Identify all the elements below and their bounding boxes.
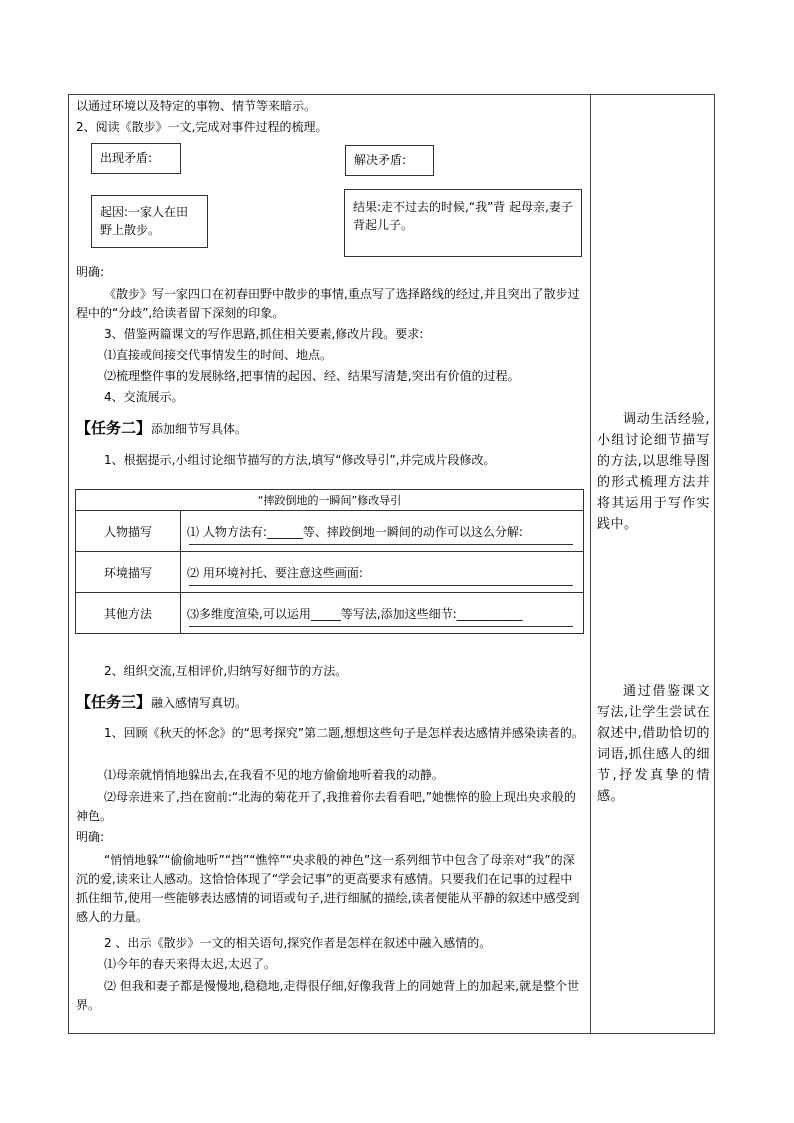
- row-text: ⑴ 人物方法有:______等、摔跤倒地一瞬间的动作可以这么分解:: [187, 524, 523, 539]
- row-text: ⑵ 用环境衬托、要注意这些画面:: [187, 565, 363, 580]
- conflict-box: 出现矛盾:: [91, 143, 181, 174]
- clarify-paragraph-1: 《散步》写一家四口在初春田野中散步的事情,重点写了选择路线的经过,并且突出了散步过程中的“分歧”,给读者留下深刻的印象。: [76, 287, 580, 320]
- row-label: 其他方法: [76, 593, 181, 634]
- table-row: [76, 511, 584, 552]
- resolve-box: 解决矛盾:: [345, 145, 434, 176]
- task2-title: 【任务二】: [76, 419, 152, 437]
- result-box: 结果:走不过去的时候,“我”背 起母亲,妻子背起儿子。: [344, 189, 582, 257]
- question-4: 4、交流展示。: [104, 390, 184, 404]
- column-divider: [590, 94, 591, 1034]
- fill-line: [189, 544, 573, 545]
- row-label: 人物描写: [76, 511, 181, 552]
- task3-heading: [76, 692, 247, 713]
- design-note-1: 调动生活经验,小组讨论细节描写的方法,以思维导图的形式梳理方法并将其运用于写作实践中。: [597, 412, 710, 532]
- design-note-2: 通过借鉴课文写法,让学生尝试在叙述中,借助恰切的词语,抓住感人的细节,抒发真挚的情感。: [597, 684, 710, 804]
- question-3: 3、借鉴两篇课文的写作思路,抓住相关要素,修改片段。要求:: [104, 327, 424, 341]
- row-content: [181, 511, 584, 552]
- requirement-2: ⑵梳理整件事的发展脉络,把事情的起因、经、结果写清楚,突出有价值的过程。: [104, 369, 520, 383]
- sentence-3: ⑴今年的春天来得太迟,太迟了。: [104, 957, 276, 971]
- sentence-2: ⑵母亲进来了,挡在窗前:“北海的菊花开了,我推着你去看看吧,”她憔悴的脸上现出央求般的神色。: [76, 790, 576, 823]
- question-2: 2、阅读《散步》一文,完成对事件过程的梳理。: [76, 120, 328, 134]
- task2-subtitle: 添加细节写具体。: [151, 422, 248, 436]
- task2-question-1: 1、根据提示,小组讨论细节描写的方法,填写“修改导引”,并完成片段修改。: [104, 453, 496, 467]
- table-caption: “摔跤倒地的一瞬间”修改导引: [76, 490, 584, 511]
- clarify-label-2: 明确:: [76, 830, 105, 844]
- fill-line: [189, 585, 573, 586]
- task3-question-2: 2 、出示《散步》一文的相关语句,探究作者是怎样在叙述中融入感情的。: [104, 936, 492, 950]
- task2-heading: [76, 418, 247, 439]
- row-content: [181, 593, 584, 634]
- sentence-4: ⑵ 但我和妻子都是慢慢地,稳稳地,走得很仔细,好像我背上的同她背上的加起来,就是整个世界。: [76, 979, 580, 1012]
- clarify-paragraph-2: “悄悄地躲”“偷偷地听”“挡”“憔悴”“央求般的神色”这一系列细节中包含了母亲对“我”的深沉的爱,读来让人感动。这恰恰体现了“学会记事”的更高要求有感情。只要我们在记事的过程中抓住细节,使用一些能够表达感情的词语或句子,进行细腻的描绘,读者便能从平静的叙述中感受到感人的力量。: [76, 853, 580, 924]
- table-row: [76, 552, 584, 593]
- sentence-1: ⑴母亲就悄悄地躲出去,在我看不见的地方偷偷地听着我的动静。: [104, 768, 444, 782]
- task3-title: 【任务三】: [76, 693, 152, 711]
- cause-box: 起因:一家人在田野上散步。: [91, 195, 208, 248]
- table-row: [76, 593, 584, 634]
- requirement-1: ⑴直接或间接交代事情发生的时间、地点。: [104, 348, 333, 362]
- intro-line: 以通过环境以及特定的事物、情节等来暗示。: [76, 99, 317, 113]
- row-text: ⑶多维度渲染,可以运用_____等写法,添加这些细节:___________: [187, 606, 523, 621]
- fill-line: [189, 626, 573, 627]
- task3-subtitle: 融入感情写真切。: [151, 696, 248, 710]
- row-content: [181, 552, 584, 593]
- task2-question-2: 2、组织交流,互相评价,归纳写好细节的方法。: [104, 664, 348, 678]
- row-label: 环境描写: [76, 552, 181, 593]
- clarify-label-1: 明确:: [76, 265, 105, 279]
- task3-question-1: 1、回顾《秋天的怀念》的“思考探究”第二题,想想这些句子是怎样表达感情并感染读者的。: [104, 726, 584, 740]
- revision-guide-table: [75, 489, 584, 634]
